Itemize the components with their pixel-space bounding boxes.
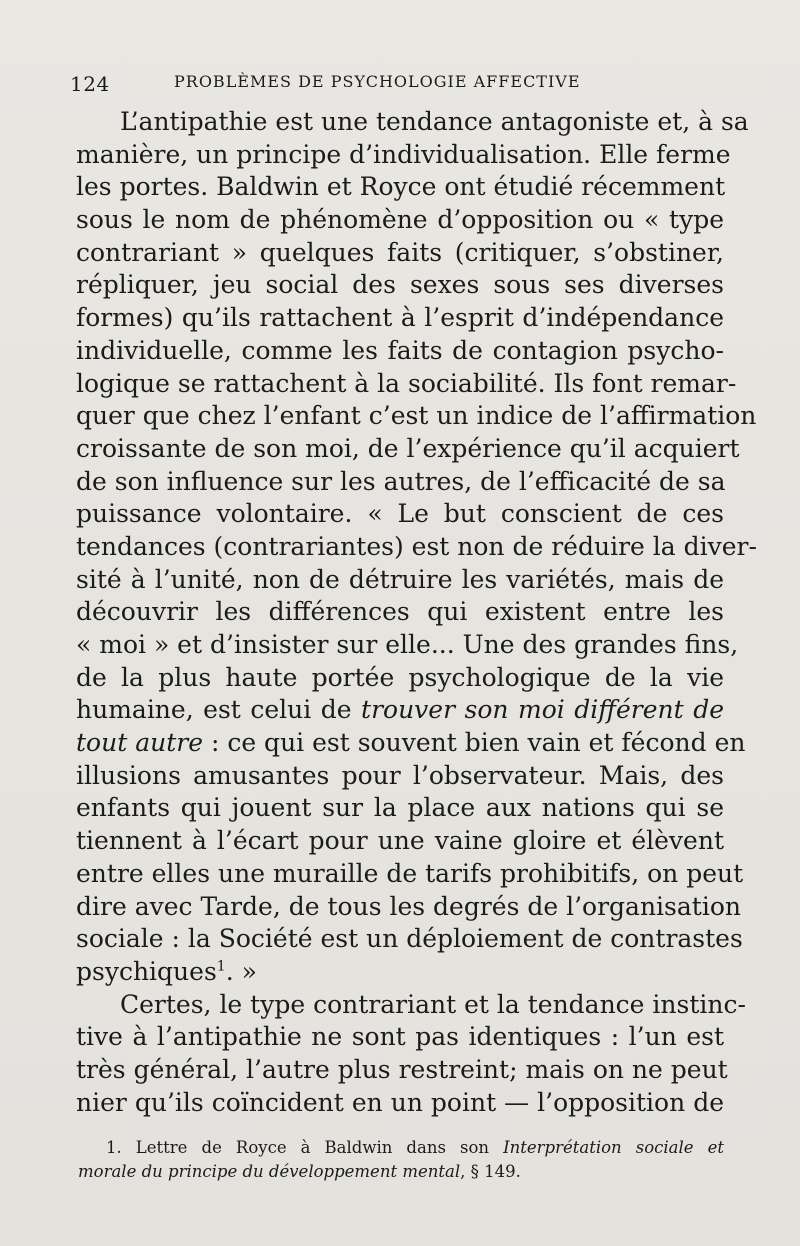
text-line: puissance volontaire. « Le but conscient de ces: [76, 499, 724, 529]
text-line: sous le nom de phénomène d’opposition ou « type: [76, 205, 724, 235]
text-line: Certes, le type contrariant et la tendance instinc-: [120, 989, 746, 1019]
text-line: très général, l’autre plus restreint; mais on ne peut: [76, 1054, 728, 1084]
text-line: nier qu’ils coïncident en un point — l’opposition de: [76, 1087, 724, 1117]
text-segment: humaine, est celui de: [76, 695, 362, 725]
text-line: formes) qu’ils rattachent à l’esprit d’indépendance: [76, 303, 724, 333]
footnote-reference: 1: [216, 958, 226, 975]
footnote-title: morale du principe du développement mental: [78, 1162, 461, 1181]
text-line: tive à l’antipathie ne sont pas identiques : l’un est: [76, 1022, 724, 1052]
text-segment: psychiques: [76, 956, 217, 986]
text-line: tiennent à l’écart pour une vaine gloire et élèvent: [76, 826, 724, 856]
text-line: enfants qui jouent sur la place aux nations qui se: [76, 793, 724, 823]
text-line: de son influence sur les autres, de l’efficacité de sa: [76, 466, 726, 496]
italic-phrase: trouver son moi différent de: [361, 695, 724, 725]
footnote-text: , § 149.: [460, 1162, 521, 1181]
text-line: croissante de son moi, de l’expérience qu’il acquiert: [76, 433, 740, 463]
text-line: de la plus haute portée psychologique de la vie: [76, 662, 724, 692]
running-title: PROBLÈMES DE PSYCHOLOGIE AFFECTIVE: [174, 72, 581, 91]
text-line: L’antipathie est une tendance antagoniste et, à sa: [120, 107, 749, 136]
text-line: découvrir les différences qui existent entre les: [76, 597, 724, 627]
text-line: [76, 727, 746, 760]
italic-phrase: tout autre: [76, 728, 203, 758]
text-segment: . »: [225, 956, 257, 986]
text-line: « moi » et d’insister sur elle... Une des grandes fins,: [76, 630, 739, 659]
footnote-line: [78, 1160, 724, 1184]
text-line: manière, un principe d’individualisation. Elle ferme: [76, 139, 731, 169]
page-number: 124: [70, 72, 110, 96]
footnote-text: 1. Lettre de Royce à Baldwin dans son: [106, 1138, 504, 1157]
text-line: [76, 694, 724, 727]
text-line: dire avec Tarde, de tous les degrés de l’organisation: [76, 891, 741, 921]
text-line: tendances (contrariantes) est non de réduire la diver-: [76, 531, 757, 561]
text-line: quer que chez l’enfant c’est un indice de l’affirmation: [76, 401, 757, 431]
text-line: contrariant » quelques faits (critiquer, s’obstiner,: [76, 237, 724, 267]
page-header: [70, 68, 730, 98]
text-line: illusions amusantes pour l’observateur. Mais, des: [76, 760, 724, 790]
text-line: entre elles une muraille de tarifs prohibitifs, on peut: [76, 858, 744, 888]
text-line: répliquer, jeu social des sexes sous ses diverses: [76, 270, 724, 300]
body-text: [76, 106, 757, 1119]
footnote-line: [78, 1136, 724, 1160]
text-line: logique se rattachent à la sociabilité. Ils font remar-: [76, 368, 737, 398]
text-line: [76, 956, 724, 989]
footnote-title: Interprétation sociale et: [503, 1138, 724, 1157]
text-line: les portes. Baldwin et Royce ont étudié récemment: [76, 172, 726, 202]
text-line: sociale : la Société est un déploiement de contrastes: [76, 924, 743, 954]
footnotes: [78, 1136, 724, 1184]
text-segment: : ce qui est souvent bien vain et fécond en: [203, 728, 746, 758]
text-line: individuelle, comme les faits de contagion psycho-: [76, 335, 724, 365]
text-line: sité à l’unité, non de détruire les variétés, mais de: [76, 564, 724, 594]
